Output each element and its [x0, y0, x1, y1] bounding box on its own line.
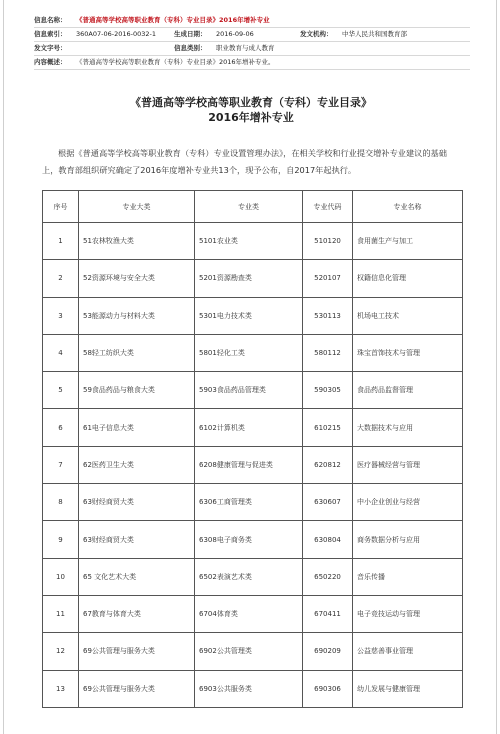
row-index-cell: 13 — [43, 670, 79, 707]
major-category-cell: 61电子信息大类 — [79, 409, 195, 446]
major-category-cell: 69公共管理与服务大类 — [79, 633, 195, 670]
major-category-cell: 52资源环境与安全大类 — [79, 260, 195, 297]
major-category-cell: 67教育与体育大类 — [79, 595, 195, 632]
category-value: 职业教育与成人教育 — [216, 44, 275, 52]
major-name-cell: 大数据技术与应用 — [353, 409, 463, 446]
major-code-cell: 690306 — [303, 670, 353, 707]
row-index-cell: 11 — [43, 595, 79, 632]
info-metadata-panel — [34, 14, 470, 70]
major-class-cell: 5801轻化工类 — [195, 334, 303, 371]
table-row — [43, 484, 463, 521]
major-category-cell: 69公共管理与服务大类 — [79, 670, 195, 707]
document-subtitle: 2016年增补专业 — [208, 111, 294, 124]
table-row — [43, 633, 463, 670]
date-label: 生成日期： — [174, 30, 207, 38]
major-class-cell: 6502表演艺术类 — [195, 558, 303, 595]
major-code-cell: 590305 — [303, 372, 353, 409]
table-row — [43, 223, 463, 260]
major-name-cell: 权籍信息化管理 — [353, 260, 463, 297]
major-name-cell: 医疗器械经营与管理 — [353, 446, 463, 483]
row-index-cell: 4 — [43, 334, 79, 371]
major-class-cell: 5301电力技术类 — [195, 297, 303, 334]
header-major-name: 专业名称 — [353, 191, 463, 223]
major-name-cell: 幼儿发展与健康管理 — [353, 670, 463, 707]
major-category-cell: 63财经商贸大类 — [79, 521, 195, 558]
index-value: 360A07-06-2016-0032-1 — [76, 30, 156, 38]
major-code-cell: 690209 — [303, 633, 353, 670]
header-index: 序号 — [43, 191, 79, 223]
table-body — [43, 223, 463, 708]
header-major-class: 专业类 — [195, 191, 303, 223]
table-row — [43, 558, 463, 595]
agency-value: 中华人民共和国教育部 — [342, 30, 407, 38]
major-category-cell: 59食品药品与粮食大类 — [79, 372, 195, 409]
major-class-cell: 5903食品药品管理类 — [195, 372, 303, 409]
header-major-code: 专业代码 — [303, 191, 353, 223]
major-code-cell: 610215 — [303, 409, 353, 446]
document-title: 《普通高等学校高等职业教育（专科）专业目录》 — [130, 96, 372, 109]
row-index-cell: 8 — [43, 484, 79, 521]
document-page — [3, 0, 497, 734]
major-name-cell: 食用菌生产与加工 — [353, 223, 463, 260]
majors-table — [42, 190, 463, 708]
row-index-cell: 12 — [43, 633, 79, 670]
row-index-cell: 3 — [43, 297, 79, 334]
summary-label: 内容概述： — [34, 58, 67, 66]
table-row — [43, 297, 463, 334]
major-code-cell: 620812 — [303, 446, 353, 483]
header-major-category: 专业大类 — [79, 191, 195, 223]
major-name-cell: 珠宝首饰技术与管理 — [353, 334, 463, 371]
table-row — [43, 446, 463, 483]
docno-label: 发文字号： — [34, 44, 67, 52]
table-row — [43, 372, 463, 409]
major-code-cell: 530113 — [303, 297, 353, 334]
major-code-cell: 630804 — [303, 521, 353, 558]
major-category-cell: 51农林牧渔大类 — [79, 223, 195, 260]
major-name-cell: 公益慈善事业管理 — [353, 633, 463, 670]
table-row — [43, 595, 463, 632]
date-value: 2016-09-06 — [216, 30, 254, 38]
major-class-cell: 5201资源勘查类 — [195, 260, 303, 297]
major-code-cell: 670411 — [303, 595, 353, 632]
major-class-cell: 6306工商管理类 — [195, 484, 303, 521]
table-row — [43, 334, 463, 371]
info-name-label: 信息名称： — [34, 16, 67, 24]
major-name-cell: 中小企业创业与经营 — [353, 484, 463, 521]
major-class-cell: 6704体育类 — [195, 595, 303, 632]
major-category-cell: 58轻工纺织大类 — [79, 334, 195, 371]
meta-row-index — [34, 28, 470, 42]
intro-paragraph: 根据《普通高等学校高等职业教育（专科）专业设置管理办法》，在相关学校和行业提交增补专业建议的基础上，教育部组织研究确定了2016年度增补专业共13个，现予公布，自2017年起执行。 — [42, 148, 447, 175]
major-class-cell: 6308电子商务类 — [195, 521, 303, 558]
major-class-cell: 6902公共管理类 — [195, 633, 303, 670]
major-category-cell: 65 文化艺术大类 — [79, 558, 195, 595]
meta-row-name — [34, 14, 470, 28]
major-code-cell: 510120 — [303, 223, 353, 260]
major-name-cell: 商务数据分析与应用 — [353, 521, 463, 558]
row-index-cell: 1 — [43, 223, 79, 260]
row-index-cell: 9 — [43, 521, 79, 558]
major-code-cell: 630607 — [303, 484, 353, 521]
major-category-cell: 53能源动力与材料大类 — [79, 297, 195, 334]
agency-label: 发文机构： — [300, 30, 333, 38]
major-code-cell: 580112 — [303, 334, 353, 371]
major-name-cell: 食品药品监督管理 — [353, 372, 463, 409]
table-row — [43, 260, 463, 297]
major-class-cell: 6102计算机类 — [195, 409, 303, 446]
meta-row-summary — [34, 56, 470, 70]
summary-value: 《普通高等学校高等职业教育（专科）专业目录》2016年增补专业。 — [76, 58, 275, 66]
major-code-cell: 520107 — [303, 260, 353, 297]
major-code-cell: 650220 — [303, 558, 353, 595]
table-row — [43, 521, 463, 558]
table-row — [43, 409, 463, 446]
row-index-cell: 6 — [43, 409, 79, 446]
row-index-cell: 7 — [43, 446, 79, 483]
major-class-cell: 6903公共服务类 — [195, 670, 303, 707]
index-label: 信息索引： — [34, 30, 67, 38]
row-index-cell: 2 — [43, 260, 79, 297]
row-index-cell: 10 — [43, 558, 79, 595]
major-category-cell: 63财经商贸大类 — [79, 484, 195, 521]
row-index-cell: 5 — [43, 372, 79, 409]
major-class-cell: 6208健康管理与促进类 — [195, 446, 303, 483]
major-name-cell: 音乐传播 — [353, 558, 463, 595]
table-row — [43, 670, 463, 707]
major-class-cell: 5101农业类 — [195, 223, 303, 260]
table-header-row — [43, 191, 463, 223]
major-name-cell: 电子竞技运动与管理 — [353, 595, 463, 632]
category-label: 信息类别： — [174, 44, 207, 52]
major-category-cell: 62医药卫生大类 — [79, 446, 195, 483]
major-name-cell: 机场电工技术 — [353, 297, 463, 334]
info-name-value: 《普通高等学校高等职业教育（专科）专业目录》2016年增补专业 — [76, 16, 270, 24]
meta-row-docno — [34, 42, 470, 56]
